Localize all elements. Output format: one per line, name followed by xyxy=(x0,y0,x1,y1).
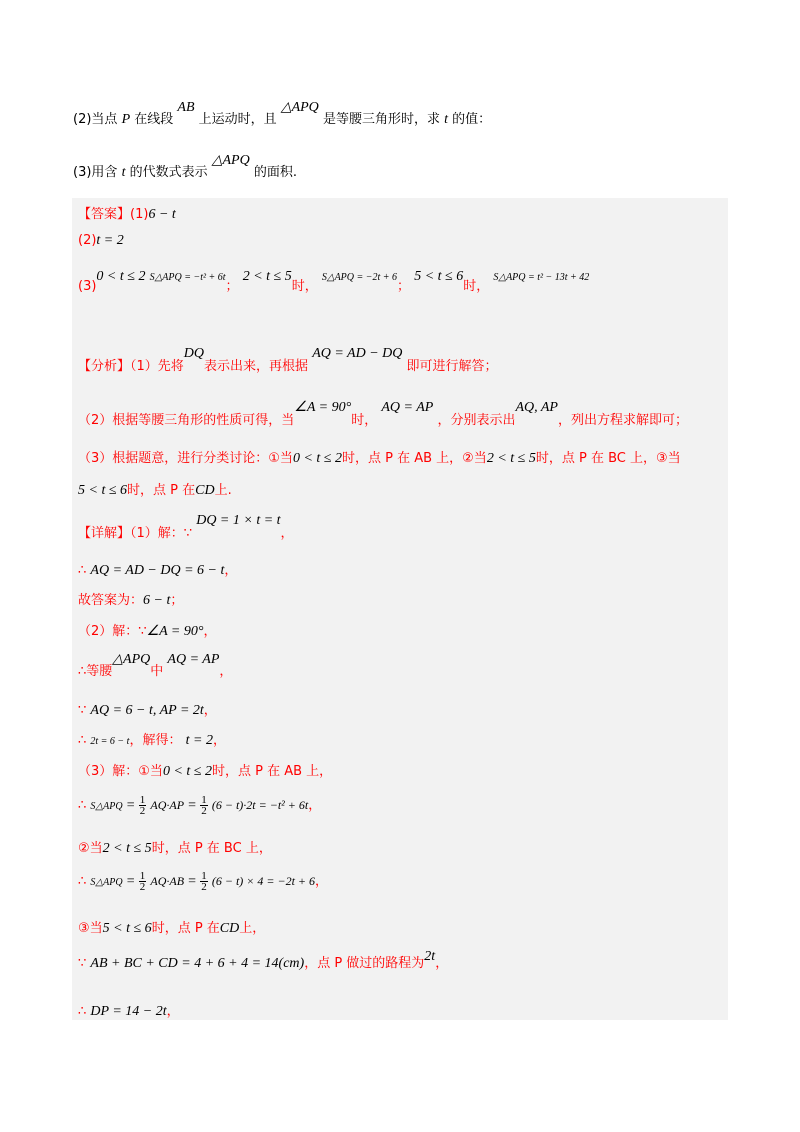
solution-box xyxy=(72,198,728,1020)
detail-11-end: ， xyxy=(315,874,329,889)
answer-3-area-1: S△APQ = −t² + 6t xyxy=(149,272,226,283)
detail-3-end: ； xyxy=(170,593,184,608)
detail-line-5 xyxy=(78,648,233,679)
answer-3-sep-2: ； xyxy=(397,279,411,294)
analysis-line-3 xyxy=(78,447,681,467)
analysis-2-mid: ，分别表示出 xyxy=(437,413,516,428)
detail-line-11: ∴ S△APQ = $\frac{1}{2}$ AQ·AB = $\frac{1}{2}$ (6 − t) × 4 = −2t + 6， xyxy=(78,870,329,893)
detail-line-7 xyxy=(78,729,226,749)
answer-2-label: (2) xyxy=(78,233,97,248)
analysis-1-eq: AQ = AD − DQ xyxy=(312,346,403,361)
detail-line-6 xyxy=(78,699,217,719)
analysis-3-part-2: 时，点 P 在 BC 上，③当 xyxy=(535,451,681,466)
detail-13-end: ， xyxy=(435,956,449,971)
analysis-2-when: 时， xyxy=(351,413,378,428)
analysis-3-cond-3: 5 < t ≤ 6 xyxy=(78,483,128,498)
q2-point-p: P xyxy=(121,112,131,127)
detail-5-eq: AQ = AP xyxy=(167,652,220,667)
answer-3-area-3: S△APQ = t² − 13t + 42 xyxy=(493,272,590,283)
detail-10-cond: 2 < t ≤ 5 xyxy=(102,841,152,856)
detail-6-start: ∵ xyxy=(78,703,91,718)
answer-3-when-3: 时， xyxy=(463,279,490,294)
detail-1-end: ， xyxy=(280,526,294,541)
detail-13-t: 2t xyxy=(424,949,436,964)
analysis-line-2 xyxy=(78,396,688,428)
analysis-3-end: 上. xyxy=(214,483,232,498)
detail-4-eq: ∠A = 90° xyxy=(146,624,204,639)
q2-segment-ab: AB xyxy=(177,100,195,115)
detail-9-start: ∴ xyxy=(78,798,91,813)
detail-line-9: ∴ S△APQ = $\frac{1}{2}$ AQ·AP = $\frac{1}{2}$ (6 − t)·2t = −t² + 6t， xyxy=(78,794,322,817)
detail-13-eq: AB + BC + CD = 4 + 6 + 4 = 14(cm) xyxy=(90,956,305,971)
detail-12-cond: 5 < t ≤ 6 xyxy=(102,921,152,936)
question-2 xyxy=(73,100,492,128)
q3-suffix: 的面积. xyxy=(253,165,297,180)
detail-10-end: 时，点 P 在 BC 上， xyxy=(151,841,272,856)
q2-mid3: 是等腰三角形时，求 xyxy=(322,112,445,127)
detail-tag: 【详解】 xyxy=(78,526,131,541)
detail-12-mid: 时，点 P 在 xyxy=(151,921,220,936)
detail-5-mid: 中 xyxy=(150,664,164,679)
analysis-1-end: 即可进行解答； xyxy=(406,359,498,374)
detail-line-8 xyxy=(78,760,332,780)
detail-14-start: ∴ xyxy=(78,1004,91,1019)
detail-4-end: ， xyxy=(203,624,217,639)
detail-8-cond: 0 < t ≤ 2 xyxy=(162,764,212,779)
detail-line-3 xyxy=(78,589,183,609)
detail-10-start: ②当 xyxy=(78,841,103,856)
detail-12-cd: CD xyxy=(219,921,240,936)
detail-1-eq: DQ = 1 × t = t xyxy=(196,513,281,528)
detail-5-end: ， xyxy=(219,664,233,679)
detail-7-eq: 2t = 6 − t xyxy=(90,736,130,747)
detail-11-frac-1: $\frac{1}{2}$ xyxy=(139,870,146,893)
answer-3-cond-1: 0 < t ≤ 2 xyxy=(96,269,146,284)
answer-line-1 xyxy=(78,203,176,223)
analysis-line-4 xyxy=(78,479,232,499)
answer-3-label: (3) xyxy=(78,279,97,294)
detail-9-frac-2: $\frac{1}{2}$ xyxy=(201,794,207,817)
detail-line-12 xyxy=(78,917,265,937)
q2-mid2: 上运动时，且 xyxy=(198,112,277,127)
detail-8-end: 时，点 P 在 AB 上， xyxy=(211,764,333,779)
answer-tag: 【答案】 xyxy=(78,207,131,222)
analysis-3-part-1: 时，点 P 在 AB 上，②当 xyxy=(341,451,487,466)
detail-4-start: （2）解：∵ xyxy=(78,624,147,639)
q2-mid1: 在线段 xyxy=(130,112,174,127)
detail-5-start: ∴等腰 xyxy=(78,664,113,679)
detail-7-result: t = 2 xyxy=(185,733,213,748)
detail-7-start: ∴ xyxy=(78,733,91,748)
detail-9-area: S△APQ xyxy=(90,801,123,812)
detail-line-10 xyxy=(78,837,272,857)
detail-13-mid: ，点 P 做过的路程为 xyxy=(304,956,425,971)
answer-1-label: (1) xyxy=(130,207,149,222)
detail-12-end: 上， xyxy=(239,921,266,936)
detail-3-eq: 6 − t xyxy=(143,593,171,608)
detail-14-end: ， xyxy=(166,1004,180,1019)
analysis-3-cond-2: 2 < t ≤ 5 xyxy=(486,451,536,466)
detail-11-eq-1: AQ·AB xyxy=(150,874,185,888)
detail-2-start: ∴ xyxy=(78,563,91,578)
detail-11-area: S△APQ xyxy=(90,877,123,888)
question-3 xyxy=(73,153,297,181)
answer-2-expr: t = 2 xyxy=(96,233,124,248)
detail-line-14 xyxy=(78,1000,180,1020)
detail-line-1 xyxy=(78,509,294,541)
analysis-3-cd: CD xyxy=(195,483,215,498)
analysis-3-cond-1: 0 < t ≤ 2 xyxy=(292,451,342,466)
detail-line-4 xyxy=(78,620,216,640)
answer-3-when-2: 时， xyxy=(291,279,318,294)
q2-suffix: 的值： xyxy=(447,112,492,127)
detail-6-end: ， xyxy=(203,703,217,718)
detail-6-eq: AQ = 6 − t, AP = 2t xyxy=(90,703,204,718)
q2-prefix: (2)当点 xyxy=(73,112,122,127)
analysis-line-1 xyxy=(78,342,498,374)
q3-prefix: (3)用含 xyxy=(73,165,122,180)
q2-triangle: △APQ xyxy=(280,100,319,115)
analysis-3-part-3: 时，点 P 在 xyxy=(127,483,196,498)
q2-t: t xyxy=(444,112,448,127)
detail-14-eq: DP = 14 − 2t xyxy=(90,1004,167,1019)
detail-11-eq-2: (6 − t) × 4 = −2t + 6 xyxy=(211,874,316,888)
detail-line-13 xyxy=(78,949,449,972)
detail-12-start: ③当 xyxy=(78,921,103,936)
analysis-1-start: （1）先将 xyxy=(130,359,184,374)
detail-7-mid: ，解得： xyxy=(129,733,182,748)
detail-2-end: ， xyxy=(224,563,238,578)
answer-3-sep-1: ； xyxy=(225,279,239,294)
answer-1-expr: 6 − t xyxy=(148,207,176,222)
analysis-2-eq: AQ = AP xyxy=(381,400,434,415)
analysis-2-vars: AQ, AP xyxy=(515,400,558,415)
detail-8-start: （3）解：①当 xyxy=(78,764,163,779)
answer-3-cond-2: 2 < t ≤ 5 xyxy=(242,269,292,284)
analysis-2-start: （2）根据等腰三角形的性质可得，当 xyxy=(78,413,295,428)
analysis-tag: 【分析】 xyxy=(78,359,131,374)
detail-9-eq-1: AQ·AP xyxy=(150,798,185,812)
detail-9-end: ， xyxy=(308,798,322,813)
detail-5-triangle: △APQ xyxy=(112,652,151,667)
q3-triangle: △APQ xyxy=(211,153,250,168)
detail-3-start: 故答案为： xyxy=(78,593,144,608)
analysis-2-angle: ∠A = 90° xyxy=(294,400,352,415)
q3-mid: 的代数式表示 xyxy=(125,165,208,180)
detail-line-2 xyxy=(78,559,237,579)
analysis-1-mid: 表示出来，再根据 xyxy=(204,359,309,374)
detail-1-start: （1）解：∵ xyxy=(130,526,193,541)
analysis-2-end: ，列出方程求解即可； xyxy=(557,413,688,428)
detail-9-frac-1: $\frac{1}{2}$ xyxy=(139,794,146,817)
answer-3-area-2: S△APQ = −2t + 6 xyxy=(321,272,398,283)
detail-9-eq-2: (6 − t)·2t = −t² + 6t xyxy=(211,798,309,812)
detail-11-frac-2: $\frac{1}{2}$ xyxy=(201,870,207,893)
answer-line-3 xyxy=(78,265,590,294)
answer-3-cond-3: 5 < t ≤ 6 xyxy=(414,269,464,284)
analysis-1-dq: DQ xyxy=(183,346,205,361)
detail-11-start: ∴ xyxy=(78,874,91,889)
answer-line-2 xyxy=(78,233,124,249)
detail-7-end: ， xyxy=(212,733,226,748)
detail-2-eq: AQ = AD − DQ = 6 − t xyxy=(90,563,225,578)
q3-t: t xyxy=(121,165,126,180)
analysis-3-start: （3）根据题意，进行分类讨论：①当 xyxy=(78,451,293,466)
detail-13-start: ∵ xyxy=(78,956,91,971)
